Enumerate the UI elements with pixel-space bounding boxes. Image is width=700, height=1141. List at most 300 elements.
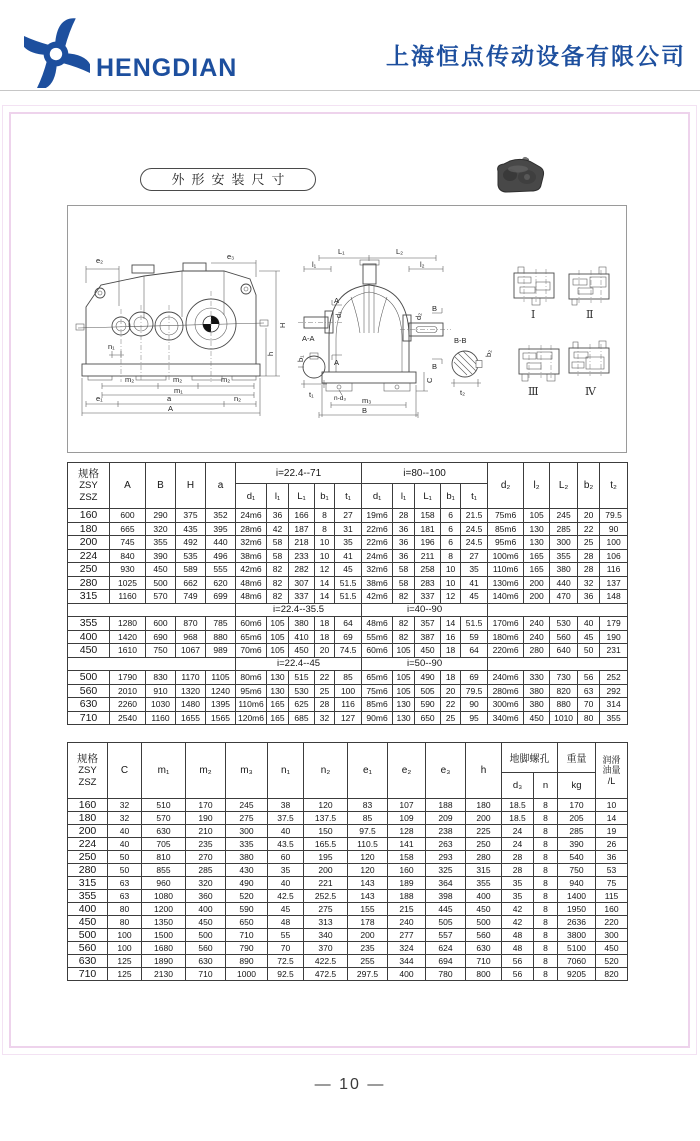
spec-cell: 180 [68, 812, 108, 825]
scheme-label: Ⅳ [585, 385, 596, 398]
value-cell: 205 [558, 812, 596, 825]
value-cell: 170 [186, 799, 226, 812]
value-cell: 252.5 [304, 890, 348, 903]
value-cell: 245 [550, 509, 578, 523]
spec-header: 规格 ZSY ZSZ [68, 463, 110, 509]
value-cell: 70 [578, 698, 600, 712]
value-cell: 75m6 [488, 509, 524, 523]
value-cell: 235 [348, 942, 388, 955]
value-cell: 80 [108, 916, 142, 929]
value-cell: 1480 [176, 698, 206, 712]
value-cell: 1950 [558, 903, 596, 916]
header-divider [0, 90, 700, 91]
value-cell: 20 [441, 684, 461, 698]
value-cell: 63 [578, 684, 600, 698]
spec-cell: 224 [68, 838, 108, 851]
value-cell: 95m6 [488, 536, 524, 550]
value-cell: 1010 [550, 711, 578, 725]
value-cell: 1160 [110, 590, 146, 604]
dim-label: A [168, 404, 174, 413]
value-cell: 165 [267, 698, 289, 712]
value-cell: 92.5 [268, 968, 304, 981]
value-cell: 231 [600, 644, 628, 658]
col-header: d₂ [488, 463, 524, 509]
value-cell: 160 [388, 864, 426, 877]
value-cell: 989 [206, 644, 236, 658]
value-cell: 440 [550, 576, 578, 590]
spec-cell: 200 [68, 825, 108, 838]
value-cell: 225 [466, 825, 502, 838]
value-cell: 233 [289, 549, 315, 563]
value-cell: 750 [558, 864, 596, 877]
spec-cell: 630 [68, 955, 108, 968]
spec-cell: 630 [68, 698, 110, 712]
col-header: t₂ [600, 463, 628, 509]
spec-cell: 710 [68, 968, 108, 981]
value-cell: 36 [393, 522, 415, 536]
value-cell: 283 [415, 576, 441, 590]
value-cell: 3800 [558, 929, 596, 942]
table-row [68, 617, 628, 631]
value-cell: 28 [393, 509, 415, 523]
value-cell: 240m6 [488, 671, 524, 685]
dim-label: a [167, 394, 172, 403]
value-cell: 300 [596, 929, 628, 942]
value-cell: 32 [315, 711, 335, 725]
value-cell: 25 [578, 536, 600, 550]
table-row [68, 916, 628, 929]
value-cell: 1395 [206, 698, 236, 712]
value-cell: 515 [289, 671, 315, 685]
table-row [68, 812, 628, 825]
spec-cell: 560 [68, 684, 110, 698]
value-cell: 80m6 [236, 671, 267, 685]
value-cell: 19m6 [362, 509, 393, 523]
ratio-span-right: i=50--90 [362, 657, 488, 671]
value-cell: 42.5 [268, 890, 304, 903]
value-cell: 60 [268, 851, 304, 864]
value-cell: 155 [348, 903, 388, 916]
value-cell: 25 [441, 711, 461, 725]
value-cell: 48m6 [236, 576, 267, 590]
value-cell: 300 [550, 536, 578, 550]
empty-span [68, 603, 236, 617]
value-cell: 18.5 [502, 812, 534, 825]
table-row [68, 576, 628, 590]
table-row [68, 864, 628, 877]
value-cell: 12 [315, 563, 335, 577]
value-cell: 2636 [558, 916, 596, 929]
value-cell: 116 [335, 698, 362, 712]
col-header: e₂ [388, 743, 426, 799]
value-cell: 560 [466, 929, 502, 942]
value-cell: 330 [524, 671, 550, 685]
col-header: C [108, 743, 142, 799]
value-cell: 8 [534, 942, 558, 955]
value-cell: 557 [426, 929, 466, 942]
value-cell: 630 [142, 825, 186, 838]
value-cell: 100 [108, 929, 142, 942]
value-cell: 58 [393, 563, 415, 577]
value-cell: 7060 [558, 955, 596, 968]
value-cell: 158 [415, 509, 441, 523]
value-cell: 65m6 [236, 630, 267, 644]
value-cell: 160 [596, 903, 628, 916]
value-cell: 120 [348, 851, 388, 864]
value-cell: 60m6 [362, 644, 393, 658]
value-cell: 8 [534, 929, 558, 942]
value-cell: 1320 [176, 684, 206, 698]
value-cell: 275 [226, 812, 268, 825]
value-cell: 220 [596, 916, 628, 929]
value-cell: 840 [110, 549, 146, 563]
value-cell: 105 [393, 684, 415, 698]
value-cell: 520 [596, 955, 628, 968]
value-cell: 240 [524, 617, 550, 631]
value-cell: 600 [146, 617, 176, 631]
value-cell: 1080 [142, 890, 186, 903]
value-cell: 45 [335, 563, 362, 577]
table-row [68, 657, 628, 671]
value-cell: 710 [186, 968, 226, 981]
value-cell: 263 [426, 838, 466, 851]
value-cell: 8 [315, 509, 335, 523]
value-cell: 38 [268, 799, 304, 812]
value-cell: 28 [502, 864, 534, 877]
dim-label: b₁ [296, 355, 305, 362]
dim-label: e₁ [96, 394, 103, 403]
value-cell: 74.5 [335, 644, 362, 658]
col-header: l₁ [267, 484, 289, 509]
front-view-drawing [74, 249, 296, 419]
empty-span [488, 657, 628, 671]
value-cell: 960 [142, 877, 186, 890]
value-cell: 710 [466, 955, 502, 968]
table-row [68, 825, 628, 838]
value-cell: 36 [578, 590, 600, 604]
spec-cell: 280 [68, 576, 110, 590]
value-cell: 500 [146, 576, 176, 590]
value-cell: 314 [600, 698, 628, 712]
dim-label: t₂ [460, 388, 465, 397]
value-cell: 31 [335, 522, 362, 536]
value-cell: 730 [550, 671, 578, 685]
dim-label: l₂ [420, 260, 425, 269]
value-cell: 32 [108, 812, 142, 825]
value-cell: 650 [415, 711, 441, 725]
weight-group-header: 重量 [558, 743, 596, 773]
scheme-label: Ⅱ [586, 308, 594, 321]
value-cell: 24.5 [461, 522, 488, 536]
value-cell: 75m6 [362, 684, 393, 698]
col-header: l₂ [524, 463, 550, 509]
value-cell: 143 [348, 877, 388, 890]
value-cell: 780 [426, 968, 466, 981]
value-cell: 400 [466, 890, 502, 903]
value-cell: 625 [289, 698, 315, 712]
value-cell: 106 [600, 549, 628, 563]
value-cell: 109 [388, 812, 426, 825]
value-cell: 220m6 [488, 644, 524, 658]
spec-cell: 200 [68, 536, 110, 550]
value-cell: 24m6 [362, 549, 393, 563]
value-cell: 2260 [110, 698, 146, 712]
spec-cell: 315 [68, 590, 110, 604]
value-cell: 158 [388, 851, 426, 864]
value-cell: 28 [502, 851, 534, 864]
value-cell: 105 [267, 630, 289, 644]
value-cell: 120 [304, 799, 348, 812]
value-cell: 22 [315, 671, 335, 685]
dim-label: m₂ [125, 375, 135, 384]
value-cell: 445 [426, 903, 466, 916]
value-cell: 35 [268, 864, 304, 877]
table-row [68, 877, 628, 890]
dim-label: n-d₃ [334, 395, 347, 402]
col-header: t₁ [461, 484, 488, 509]
value-cell: 1500 [142, 929, 186, 942]
value-cell: 110.5 [348, 838, 388, 851]
col-header: H [176, 463, 206, 509]
col-header: d₁ [362, 484, 393, 509]
value-cell: 1105 [206, 671, 236, 685]
value-cell: 82 [267, 576, 289, 590]
spec-cell: 160 [68, 509, 110, 523]
value-cell: 2130 [142, 968, 186, 981]
value-cell: 70 [268, 942, 304, 955]
value-cell: 285 [550, 522, 578, 536]
value-cell: 100 [600, 536, 628, 550]
value-cell: 398 [426, 890, 466, 903]
value-cell: 41 [335, 549, 362, 563]
value-cell: 620 [206, 576, 236, 590]
dim-label: n₂ [234, 394, 242, 403]
table-row [68, 549, 628, 563]
spec-cell: 400 [68, 903, 108, 916]
value-cell: 300 [226, 825, 268, 838]
value-cell: 490 [415, 671, 441, 685]
value-cell: 324 [388, 942, 426, 955]
table-row [68, 711, 628, 725]
value-cell: 45 [461, 590, 488, 604]
value-cell: 40 [108, 838, 142, 851]
col-header: L₁ [289, 484, 315, 509]
table-row [68, 698, 628, 712]
value-cell: 530 [289, 684, 315, 698]
value-cell: 337 [289, 590, 315, 604]
dim-label: m₂ [173, 375, 183, 384]
spec-cell: 710 [68, 711, 110, 725]
value-cell: 55 [268, 929, 304, 942]
value-cell: 8 [534, 864, 558, 877]
value-cell: 240 [388, 916, 426, 929]
value-cell: 400 [186, 903, 226, 916]
section-label: A-A [302, 334, 315, 343]
spec-cell: 500 [68, 671, 110, 685]
spec-cell: 355 [68, 890, 108, 903]
value-cell: 662 [176, 576, 206, 590]
value-cell: 130 [393, 698, 415, 712]
value-cell: 590 [226, 903, 268, 916]
value-cell: 335 [226, 838, 268, 851]
value-cell: 910 [146, 684, 176, 698]
col-header: n [534, 773, 558, 799]
value-cell: 130 [267, 671, 289, 685]
value-cell: 80 [108, 903, 142, 916]
value-cell: 8 [534, 838, 558, 851]
value-cell: 140m6 [488, 590, 524, 604]
value-cell: 69 [335, 630, 362, 644]
value-cell: 36 [596, 851, 628, 864]
value-cell: 6 [441, 509, 461, 523]
value-cell: 630 [186, 955, 226, 968]
value-cell: 188 [426, 799, 466, 812]
value-cell: 50 [108, 851, 142, 864]
table-row [68, 536, 628, 550]
value-cell: 79.5 [600, 509, 628, 523]
value-cell: 540 [558, 851, 596, 864]
value-cell: 200 [466, 812, 502, 825]
value-cell: 190 [186, 812, 226, 825]
value-cell: 56 [578, 671, 600, 685]
col-header: L₁ [415, 484, 441, 509]
value-cell: 450 [596, 942, 628, 955]
value-cell: 10 [596, 799, 628, 812]
table-row [68, 630, 628, 644]
value-cell: 500 [466, 916, 502, 929]
value-cell: 36 [267, 509, 289, 523]
dim-label: m₃ [362, 396, 372, 405]
value-cell: 470 [550, 590, 578, 604]
value-cell: 218 [289, 536, 315, 550]
value-cell: 82 [267, 563, 289, 577]
dim-label: t₁ [309, 390, 314, 399]
value-cell: 221 [304, 877, 348, 890]
value-cell: 90 [600, 522, 628, 536]
spec-cell: 450 [68, 916, 108, 929]
brand-name: HENGDIAN [96, 54, 238, 82]
col-header: n₁ [268, 743, 304, 799]
value-cell: 1610 [110, 644, 146, 658]
value-cell: 143 [348, 890, 388, 903]
value-cell: 790 [226, 942, 268, 955]
value-cell: 35 [335, 536, 362, 550]
spec-cell: 250 [68, 563, 110, 577]
table-row [68, 799, 628, 812]
value-cell: 1240 [206, 684, 236, 698]
value-cell: 1420 [110, 630, 146, 644]
value-cell: 95m6 [236, 684, 267, 698]
spec-cell: 180 [68, 522, 110, 536]
value-cell: 450 [524, 711, 550, 725]
value-cell: 21.5 [461, 509, 488, 523]
value-cell: 320 [146, 522, 176, 536]
value-cell: 820 [550, 684, 578, 698]
value-cell: 166 [289, 509, 315, 523]
value-cell: 18 [441, 671, 461, 685]
value-cell: 26 [596, 838, 628, 851]
value-cell: 589 [176, 563, 206, 577]
value-cell: 395 [206, 522, 236, 536]
value-cell: 22m6 [362, 522, 393, 536]
value-cell: 492 [176, 536, 206, 550]
value-cell: 19 [596, 825, 628, 838]
value-cell: 63 [108, 890, 142, 903]
value-cell: 40 [268, 877, 304, 890]
dim-label: L₂ [396, 247, 404, 256]
value-cell: 130m6 [488, 576, 524, 590]
value-cell: 141 [388, 838, 426, 851]
col-header: e₁ [348, 743, 388, 799]
value-cell: 355 [600, 711, 628, 725]
col-header: d₃ [502, 773, 534, 799]
value-cell: 325 [426, 864, 466, 877]
value-cell: 14 [315, 590, 335, 604]
value-cell: 1400 [558, 890, 596, 903]
value-cell: 27 [461, 549, 488, 563]
value-cell: 79.5 [461, 684, 488, 698]
dim-label: m₁ [174, 386, 183, 395]
value-cell: 2540 [110, 711, 146, 725]
value-cell: 640 [550, 644, 578, 658]
value-cell: 215 [388, 903, 426, 916]
value-cell: 128 [388, 825, 426, 838]
value-cell: 16 [441, 630, 461, 644]
page-number: — 10 — [314, 1076, 386, 1093]
value-cell: 430 [226, 864, 268, 877]
value-cell: 24 [502, 825, 534, 838]
value-cell: 130 [393, 711, 415, 725]
value-cell: 200 [524, 590, 550, 604]
value-cell: 48 [502, 942, 534, 955]
value-cell: 18 [315, 617, 335, 631]
value-cell: 8 [534, 890, 558, 903]
value-cell: 42 [502, 916, 534, 929]
value-cell: 650 [226, 916, 268, 929]
value-cell: 340 [304, 929, 348, 942]
value-cell: 745 [110, 536, 146, 550]
table-row [68, 838, 628, 851]
value-cell: 380 [550, 563, 578, 577]
value-cell: 82 [393, 617, 415, 631]
value-cell: 37.5 [268, 812, 304, 825]
spec-cell: 250 [68, 851, 108, 864]
table-row [68, 890, 628, 903]
side-view-drawing [296, 247, 508, 422]
table-row [68, 851, 628, 864]
value-cell: 8 [534, 825, 558, 838]
value-cell: 85 [348, 812, 388, 825]
value-cell: 178 [348, 916, 388, 929]
dim-label: h [266, 351, 275, 356]
value-cell: 505 [415, 684, 441, 698]
value-cell: 375 [176, 509, 206, 523]
value-cell: 1025 [110, 576, 146, 590]
value-cell: 10 [315, 536, 335, 550]
value-cell: 496 [206, 549, 236, 563]
table-row [68, 522, 628, 536]
spec-cell: 500 [68, 929, 108, 942]
table-row [68, 590, 628, 604]
value-cell: 83 [348, 799, 388, 812]
value-cell: 450 [415, 644, 441, 658]
value-cell: 337 [415, 590, 441, 604]
value-cell: 35 [461, 563, 488, 577]
value-cell: 120m6 [236, 711, 267, 725]
table-row [68, 684, 628, 698]
value-cell: 1160 [146, 711, 176, 725]
value-cell: 1200 [142, 903, 186, 916]
